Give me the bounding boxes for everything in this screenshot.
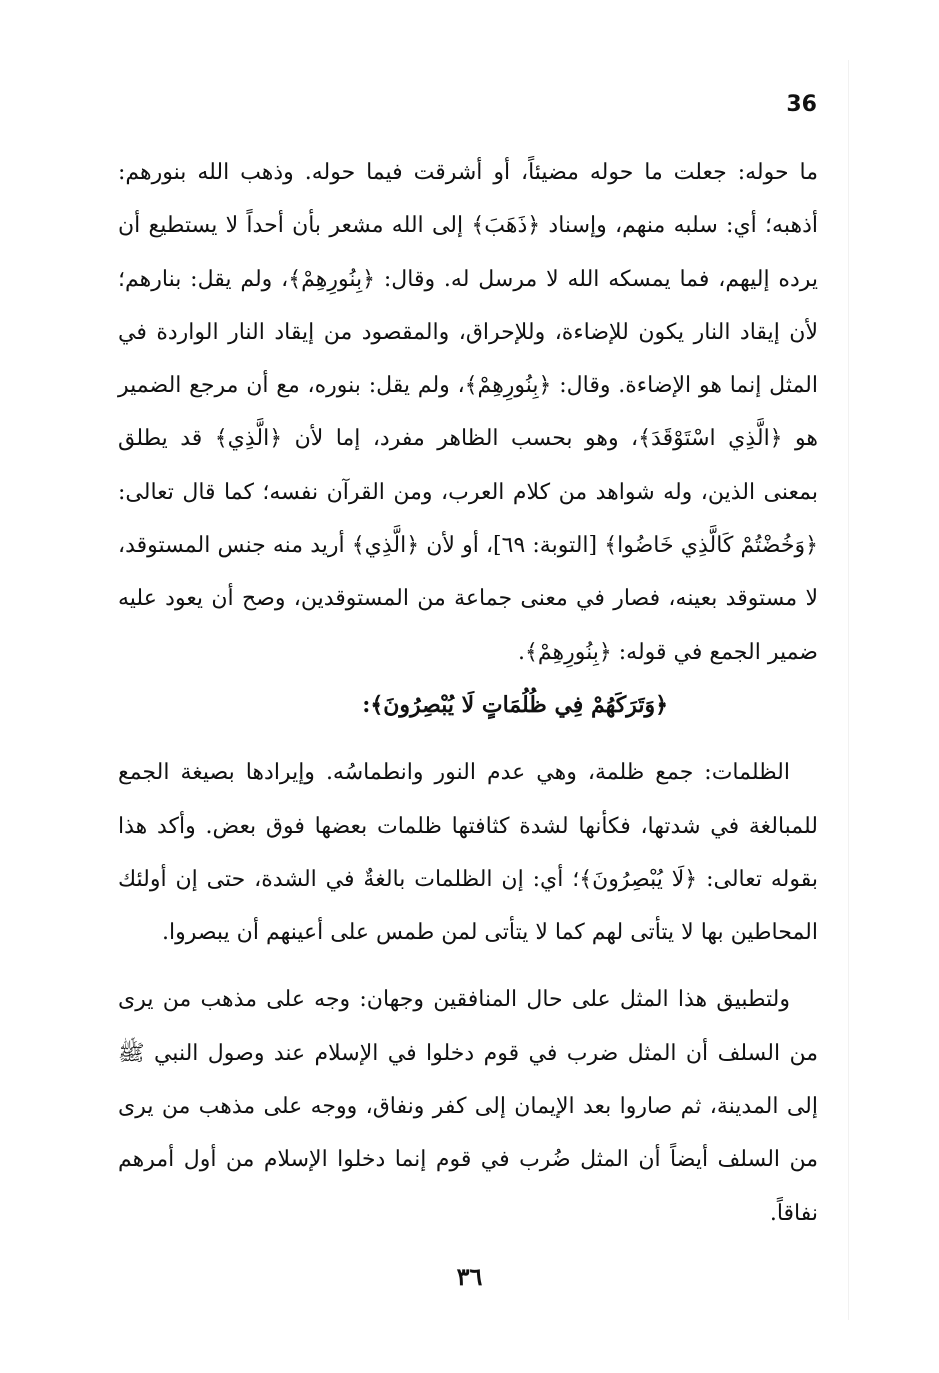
page-edge-line bbox=[848, 60, 849, 1320]
paragraph-application: ولتطبيق هذا المثل على حال المنافقين وجهان: وجه على مذهب من يرى من السلف أن المثل ضرب في قوم دخلوا في الإسلام عند وصول النبي ﷺ إلى المدينة، ثم صاروا بعد الإيمان إلى كفر ونفاق، ووجه على مذهب من يرى من السلف أيضاً أن المثل ضُرب في قوم إنما دخلوا الإسلام من أول أمرهم نفاقاً. bbox=[118, 987, 818, 1226]
body-text bbox=[118, 146, 818, 1240]
verse-heading: ﴿وَتَرَكَهُمْ فِي ظُلُمَاتٍ لَا يُبْصِرُونَ﴾: bbox=[362, 691, 668, 718]
paragraph-darkness: الظلمات: جمع ظلمة، وهي عدم النور وانطماسُه. وإيرادها بصيغة الجمع للمبالغة في شدتها، فكأنها لشدة كثافتها ظلمات بعضها فوق بعض. وأكد هذا بقوله تعالى: ﴿لَا يُبْصِرُونَ﴾؛ أي: إن الظلمات بالغةٌ في الشدة، حتى إن أولئك المحاطين بها لا يتأتى لهم كما لا يتأتى لمن طمس على أعينهم أن يبصروا. bbox=[118, 760, 818, 946]
page-number-bottom: ٣٦ bbox=[456, 1262, 483, 1291]
paragraph-commentary-light: ما حوله: جعلت ما حوله مضيئاً، أو أشرقت فيما حوله. وذهب الله بنورهم: أذهبه؛ أي: سلبه منهم، وإسناد ﴿ذَهَبَ﴾ إلى الله مشعر بأن أحداً لا يستطيع أن يرده إليهم، فما يمسكه الله لا مرسل له. وقال: ﴿بِنُورِهِمْ﴾، ولم يقل: بنارهم؛ لأن إيقاد النار يكون للإضاءة، وللإحراق، والمقصود من إيقاد النار الواردة في المثل إنما هو الإضاءة. وقال: ﴿بِنُورِهِمْ﴾، ولم يقل: بنوره، مع أن مرجع الضمير هو ﴿الَّذِي اسْتَوْقَدَ﴾، وهو بحسب الظاهر مفرد، إما لأن ﴿الَّذِي﴾ قد يطلق بمعنى الذين، وله شواهد من كلام العرب، ومن القرآن نفسه؛ كما قال تعالى: ﴿وَخُضْتُمْ كَالَّذِي خَاضُوا﴾ [التوبة: ٦٩]، أو لأن ﴿الَّذِي﴾ أريد منه جنس المستوقد، لا مستوقد بعينه، فصار في معنى جماعة من المستوقدين، وصح أن يعود عليه ضمير الجمع في قوله: ﴿بِنُورِهِمْ﴾. bbox=[118, 160, 818, 665]
page-number-top: 36 bbox=[786, 92, 817, 117]
